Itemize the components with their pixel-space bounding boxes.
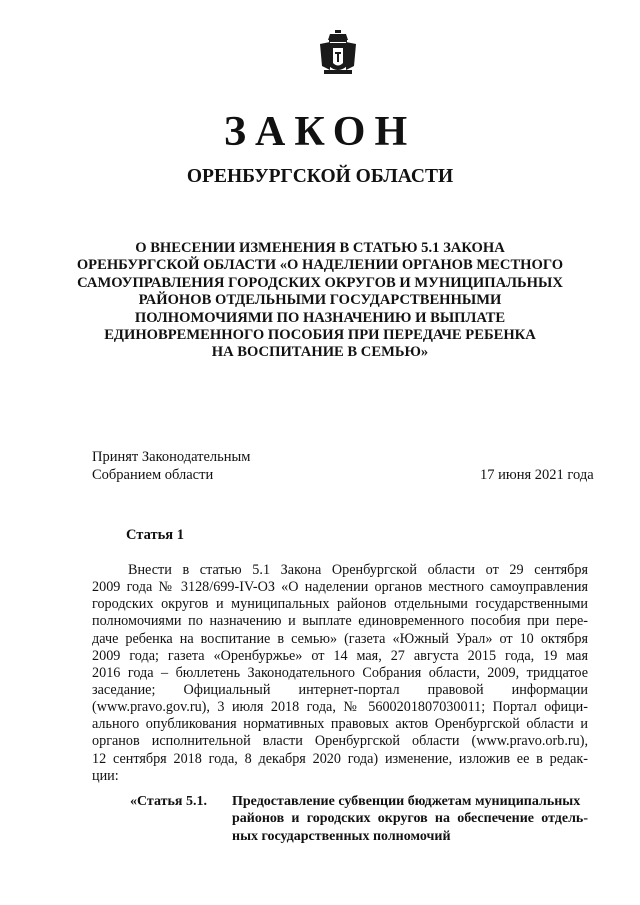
body-line: 2016 года – бюллетень Законодательного Собрания области, 2009, тридцатое — [92, 664, 588, 681]
body-line: полномочиями по назначению и выплате единовременного пособия при пере- — [92, 613, 588, 630]
body-line: 2009 года; газета «Оренбуржье» от 14 мая, 27 августа 2015 года, 19 мая — [92, 647, 588, 664]
body-line: органов исполнительной власти Оренбургской области (www.pravo.orb.ru), — [92, 733, 588, 750]
article-1-body — [92, 562, 588, 785]
law-title-line: ПОЛНОМОЧИЯМИ ПО НАЗНАЧЕНИЮ И ВЫПЛАТЕ — [134, 309, 506, 326]
law-title-line: ОРЕНБУРГСКОЙ ОБЛАСТИ «О НАДЕЛЕНИИ ОРГАНОВ МЕСТНОГО — [76, 257, 564, 274]
adoption-date: 17 июня 2021 года — [480, 467, 594, 483]
body-line: ции: — [92, 767, 119, 784]
body-line: даче ребенка на воспитание в семью» (газета «Южный Урал» от 10 октября — [92, 630, 588, 647]
adoption-note — [92, 448, 250, 484]
body-line: 12 сентября 2018 года, 8 декабря 2020 года) изменение, изложив ее в редак- — [92, 750, 588, 767]
body-line: (www.pravo.gov.ru), 3 июля 2018 года, № 5600201807030011; Портал офици- — [92, 699, 588, 716]
law-title-line: ЕДИНОВРЕМЕННОГО ПОСОБИЯ ПРИ ПЕРЕДАЧЕ РЕБЕНКА — [104, 327, 536, 344]
article-5-1-title-line: ных государственных полномочий — [232, 828, 451, 844]
body-line: Внести в статью 5.1 Закона Оренбургской области от 29 сентября — [128, 562, 588, 578]
law-title-line: НА ВОСПИТАНИЕ В СЕМЬЮ» — [211, 344, 429, 361]
body-line: заседание; Официальный интернет-портал правовой информации — [92, 681, 588, 698]
law-title-line: О ВНЕСЕНИИ ИЗМЕНЕНИЯ В СТАТЬЮ 5.1 ЗАКОНА — [135, 240, 505, 256]
orenburg-coat-of-arms-icon — [318, 30, 358, 76]
law-title — [60, 240, 580, 362]
body-line: 2009 года № 3128/699-IV-ОЗ «О наделении органов местного самоуправления — [92, 579, 588, 596]
article-5-1-title-line: Предоставление субвенции бюджетам муниципальных — [232, 794, 581, 809]
document-subtitle: ОРЕНБУРГСКОЙ ОБЛАСТИ — [186, 166, 454, 187]
adoption-line-1: Принят Законодательным — [92, 449, 251, 465]
law-title-line: РАЙОНОВ ОТДЕЛЬНЫМИ ГОСУДАРСТВЕННЫМИ — [138, 292, 502, 309]
law-title-line: САМОУПРАВЛЕНИЯ ГОРОДСКИХ ОКРУГОВ И МУНИЦИПАЛЬНЫХ — [77, 274, 563, 291]
body-line: городских округов и муниципальных районов отдельными государственными — [92, 596, 588, 613]
document-title: ЗАКОН — [223, 109, 417, 155]
article-5-1-title — [232, 793, 588, 845]
adoption-line-2: Собранием области — [92, 467, 214, 483]
article-5-1-heading: «Статья 5.1. — [130, 794, 207, 809]
article-5-1-title-line: районов и городских округов на обеспечение отдель- — [232, 811, 588, 827]
article-1-heading: Статья 1 — [126, 527, 184, 543]
body-line: ального опубликования нормативных правовых актов Оренбургской области и — [92, 716, 588, 733]
